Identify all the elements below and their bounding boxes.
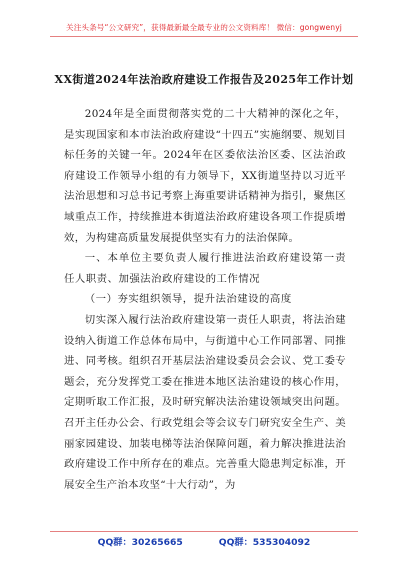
footer [0, 534, 408, 548]
footer-divider [50, 531, 358, 532]
document-body [64, 104, 346, 495]
subsection-heading-1: （一）夯实组织领导，提升法治建设的高度 [84, 293, 292, 306]
paragraph-body: 切实深入履行法治政府建设第一责任人职责，将法治建设纳入街道工作总体布局中，与街道中心工作同部署、同推进、同考核。组织召开基层法治建设委员会会议、党工委专题会，充分发挥党工委在推进本地区法治建设的核心作用，定期听取工作汇报，及时研究解决法治建设领域突出问题。召开主任办公会、行政党组会等会议专门研究安全生产、美丽家园建设、加装电梯等法治保障问题，着力解决推进法治政府建设工作中所存在的难点。完善重大隐患判定标准，开展安全生产治本攻坚“十大行动”，为 [64, 313, 346, 491]
header-divider [50, 36, 358, 37]
footer-qq-group-1: QQ群：30265665 [97, 537, 183, 548]
document-title: XX街道2024年法治政府建设工作报告及2025年工作计划 [54, 73, 354, 86]
section-heading-1: 一、本单位主要负责人履行推进法治政府建设第一责任人职责、加强法治政府建设的工作情况 [64, 252, 346, 285]
header-banner: 关注头条号“公文研究”，获得最新最全最专业的公文资料库！ 微信：gongwenyj [66, 23, 342, 32]
footer-qq-group-2: QQ群：535304092 [218, 537, 311, 548]
paragraph-intro: 2024年是全面贯彻落实党的二十大精神的深化之年，是实现国家和本市法治政府建设“十四五”实施纲要、规划目标任务的关键一年。2024年在区委依法治区委、区法治政府建设工作领导小组的有力领导下，XX街道坚持以习近平法治思想和习总书记考察上海重要讲话精神为指引，聚焦区域重点工作，持续推进本街道法治政府建设各项工作提质增效，为构建高质量发展提供坚实有力的法治保障。 [64, 108, 346, 244]
